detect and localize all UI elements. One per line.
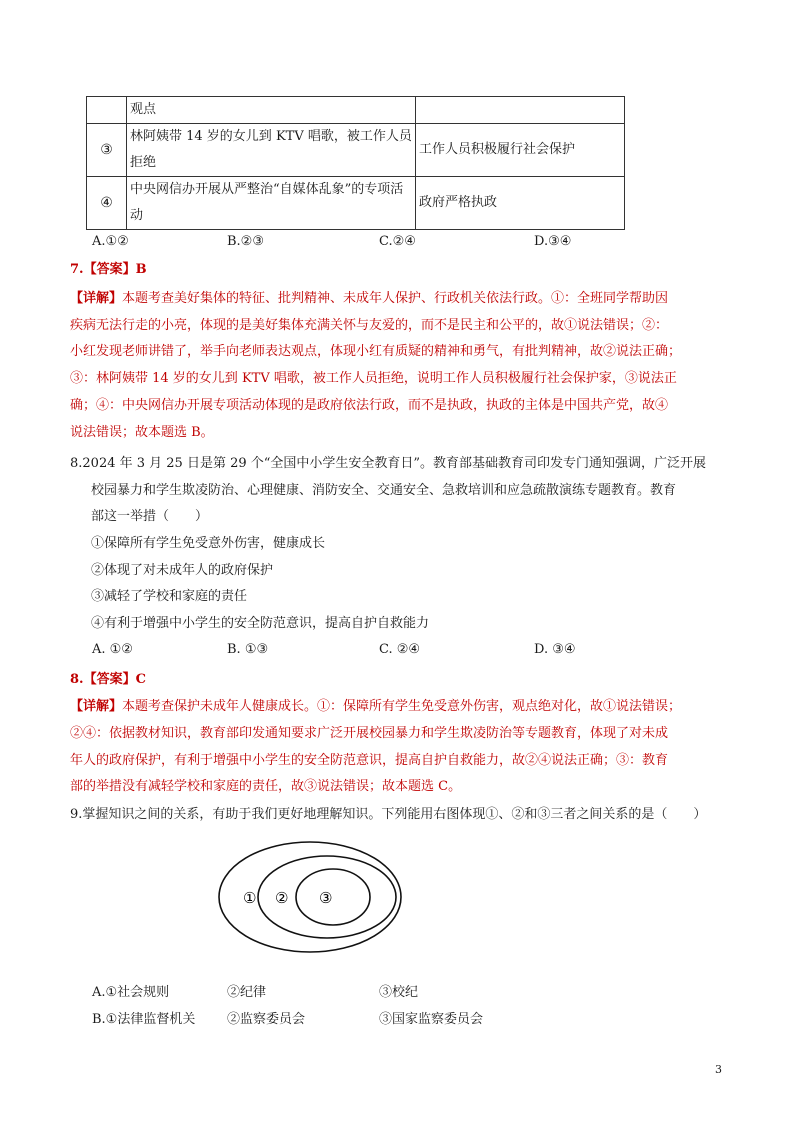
page-number: 3 <box>715 1063 722 1076</box>
q8-statement: ②体现了对未成年人的政府保护 <box>91 563 274 578</box>
q8-detail-line <box>70 697 730 717</box>
q8-statement: ④有利于增强中小学生的安全防范意识，提高自护自救能力 <box>91 616 430 631</box>
q9-option-b-3: ③国家监察委员会 <box>379 1012 484 1027</box>
q8-detail-line: 年人的政府保护，有利于增强中小学生的安全防范意识，提高自护自救能力，故②④说法正确；③：教育 <box>70 753 669 768</box>
q7-answer: 7.【答案】B <box>70 262 147 277</box>
q7-detail-line: 说法错误；故本题选 B。 <box>70 425 214 440</box>
table-cell-num: ④ <box>87 177 127 230</box>
table-row <box>87 177 625 230</box>
q7-detail-line <box>70 289 730 309</box>
q9-stem: 9.掌握知识之间的关系，有助于我们更好地理解知识。下列能用右图体现①、②和③三者之间关系的是（ ） <box>70 807 707 822</box>
q8-statement: ①保障所有学生免受意外伤害，健康成长 <box>91 536 326 551</box>
inner-ellipse <box>296 869 370 925</box>
q7-detail-line: ③：林阿姨带 14 岁的女儿到 KTV 唱歌，被工作人员拒绝，说明工作人员积极履行社会保护家，③说法正 <box>70 371 677 386</box>
q8-detail-line: ②④：依据教材知识，教育部印发通知要求广泛开展校园暴力和学生欺凌防治等专题教育，体现了对未成 <box>70 726 669 741</box>
table-row <box>87 124 625 177</box>
table-cell-right: 政府严格执政 <box>416 177 625 230</box>
q8-option-d: D. ③④ <box>534 642 576 657</box>
q8-detail-text: 本题考查保护未成年人健康成长。①：保障所有学生免受意外伤害，观点绝对化，故①说法错误； <box>122 699 682 714</box>
q8-stem-line: 部这一举措（ ） <box>91 509 209 524</box>
q8-stem-line: 校园暴力和学生欺凌防治、心理健康、消防安全、交通安全、急救培训和应急疏散演练专题教育。教育 <box>91 483 677 498</box>
q8-detail-label: 【详解】 <box>70 699 123 714</box>
table-cell-right: 工作人员积极履行社会保护 <box>416 124 625 177</box>
q8-statement: ③减轻了学校和家庭的责任 <box>91 589 248 604</box>
q7-detail-line: 疾病无法行走的小亮，体现的是美好集体充满关怀与友爱的，而不是民主和公平的，故①说法错误；②： <box>70 318 669 333</box>
q7-option-d: D.③④ <box>534 234 572 249</box>
table-cell-right <box>416 97 625 124</box>
q7-option-b: B.②③ <box>227 234 264 249</box>
table-cell-left: 观点 <box>127 97 416 124</box>
venn-diagram <box>215 838 405 956</box>
q7-option-c: C.②④ <box>379 234 416 249</box>
table-cell-num <box>87 97 127 124</box>
question-table <box>86 96 625 230</box>
q9-option-a-2: ②纪律 <box>227 985 267 1000</box>
table-row <box>87 97 625 124</box>
q7-detail-line: 确；④：中央网信办开展专项活动体现的是政府依法行政，而不是执政，执政的主体是中国共产党，故④ <box>70 398 669 413</box>
q7-detail-label: 【详解】 <box>70 291 123 306</box>
q7-detail-line: 小红发现老师讲错了，举手向老师表达观点，体现小红有质疑的精神和勇气，有批判精神，故②说法正确； <box>70 344 682 359</box>
q9-option-b-1: B.①法律监督机关 <box>92 1012 196 1027</box>
venn-label-1: ① <box>243 889 257 907</box>
q8-answer: 8.【答案】C <box>70 672 146 687</box>
q8-option-a: A. ①② <box>92 642 133 657</box>
q7-option-a: A.①② <box>92 234 129 249</box>
q9-option-b-2: ②监察委员会 <box>227 1012 306 1027</box>
q8-option-b: B. ①③ <box>227 642 269 657</box>
q8-option-c: C. ②④ <box>379 642 421 657</box>
q7-detail-text: 本题考查美好集体的特征、批判精神、未成年人保护、行政机关依法行政。①：全班同学帮助因 <box>122 291 669 306</box>
venn-label-3: ③ <box>319 889 333 907</box>
table-cell-num: ③ <box>87 124 127 177</box>
q8-stem-line: 8.2024 年 3 月 25 日是第 29 个“全国中小学生安全教育日”。教育部基础教育司印发专门通知强调，广泛开展 <box>70 456 707 471</box>
q9-option-a-3: ③校纪 <box>379 985 419 1000</box>
table-cell-left: 中央网信办开展从严整治“自媒体乱象”的专项活动 <box>127 177 416 230</box>
q8-detail-line: 部的举措没有减轻学校和家庭的责任，故③说法错误；故本题选 C。 <box>70 779 462 794</box>
q9-option-a-1: A.①社会规则 <box>92 985 170 1000</box>
venn-label-2: ② <box>275 889 289 907</box>
table-cell-left: 林阿姨带 14 岁的女儿到 KTV 唱歌，被工作人员拒绝 <box>127 124 416 177</box>
